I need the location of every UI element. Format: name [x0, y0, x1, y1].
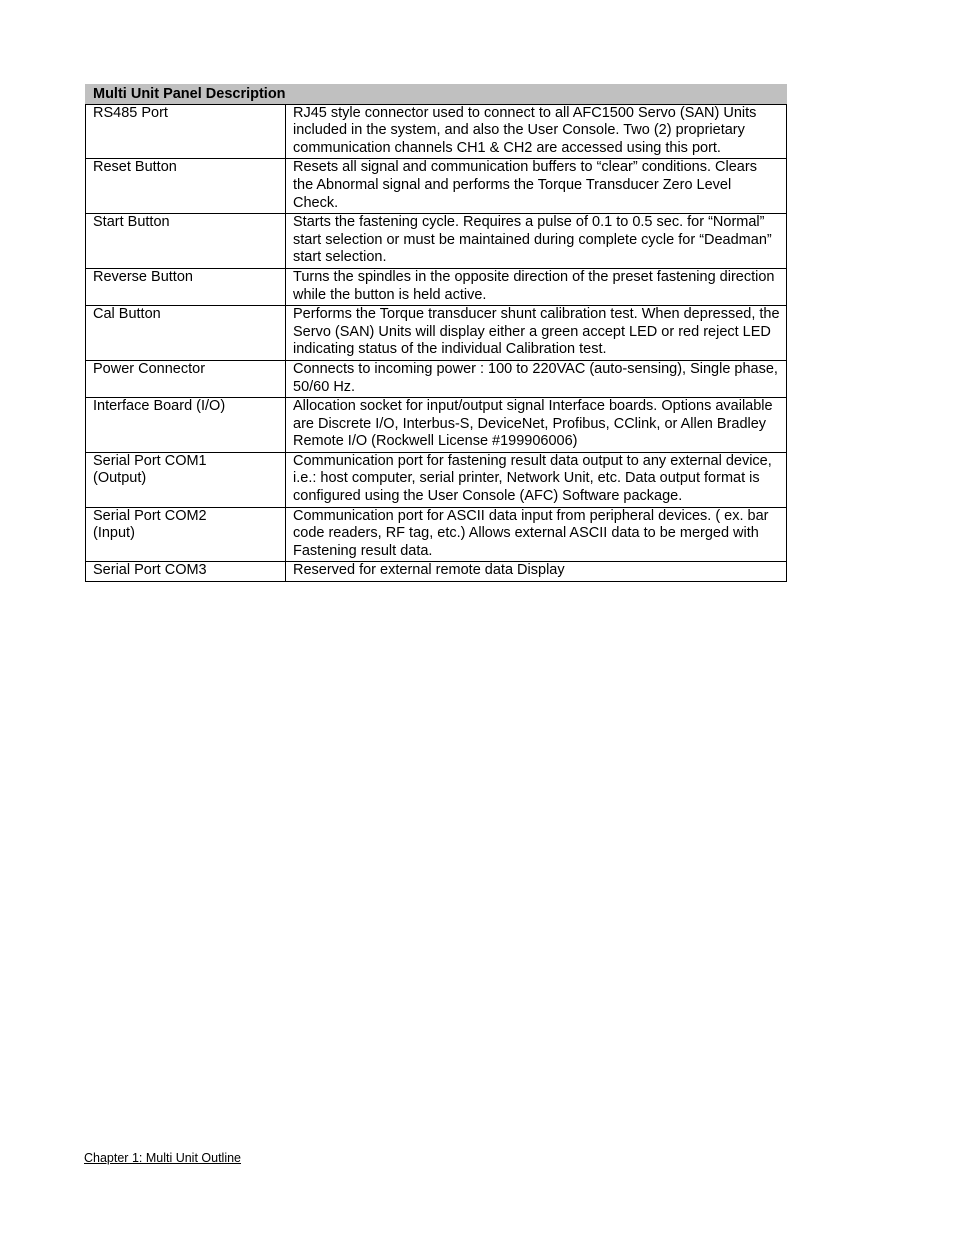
row-term: Power Connector [86, 360, 286, 397]
row-description: Allocation socket for input/output signal Interface boards. Options available are Discrete I/O, Interbus-S, DeviceNet, Profibus, CClink, or Allen Bradley Remote I/O (Rockwell License #199906006) [286, 398, 787, 453]
row-term: Reset Button [86, 159, 286, 214]
table-title: Multi Unit Panel Description [86, 85, 787, 105]
table-row [86, 562, 787, 582]
row-description: RJ45 style connector used to connect to all AFC1500 Servo (SAN) Units included in the system, and also the User Console. Two (2) proprietary communication channels CH1 & CH2 are accessed using this port. [286, 104, 787, 159]
row-term: Cal Button [86, 306, 286, 361]
row-term: RS485 Port [86, 104, 286, 159]
row-description: Communication port for fastening result data output to any external device, i.e.: host computer, serial printer, Network Unit, etc. Data output format is configured using the User Console (AFC) Software package. [286, 452, 787, 507]
row-description: Starts the fastening cycle. Requires a pulse of 0.1 to 0.5 sec. for “Normal” start selection or must be maintained during complete cycle for “Deadman” start selection. [286, 214, 787, 269]
row-term: Start Button [86, 214, 286, 269]
table-row [86, 104, 787, 159]
table-row [86, 452, 787, 507]
chapter-footer: Chapter 1: Multi Unit Outline [84, 1151, 242, 1165]
row-description: Performs the Torque transducer shunt calibration test. When depressed, the Servo (SAN) Units will display either a green accept LED or red reject LED indicating status of the individual Calibration test. [286, 306, 787, 361]
row-term: Interface Board (I/O) [86, 398, 286, 453]
table-row [86, 507, 787, 562]
row-description: Turns the spindles in the opposite direction of the preset fastening direction while the button is held active. [286, 268, 787, 305]
row-description: Reserved for external remote data Display [286, 562, 787, 582]
row-term: Serial Port COM1 (Output) [86, 452, 286, 507]
row-description: Connects to incoming power : 100 to 220VAC (auto-sensing), Single phase, 50/60 Hz. [286, 360, 787, 397]
table-header-row [86, 85, 787, 105]
row-term: Serial Port COM2 (Input) [86, 507, 286, 562]
table-row [86, 159, 787, 214]
table-row [86, 306, 787, 361]
table-row [86, 360, 787, 397]
table-row [86, 268, 787, 305]
table-row [86, 398, 787, 453]
row-description: Communication port for ASCII data input from peripheral devices. ( ex. bar code readers, RF tag, etc.) Allows external ASCII data to be merged with Fastening result data. [286, 507, 787, 562]
row-term: Serial Port COM3 [86, 562, 286, 582]
panel-description-table [85, 84, 787, 582]
row-description: Resets all signal and communication buffers to “clear” conditions. Clears the Abnormal signal and performs the Torque Transducer Zero Level Check. [286, 159, 787, 214]
row-term: Reverse Button [86, 268, 286, 305]
table-row [86, 214, 787, 269]
